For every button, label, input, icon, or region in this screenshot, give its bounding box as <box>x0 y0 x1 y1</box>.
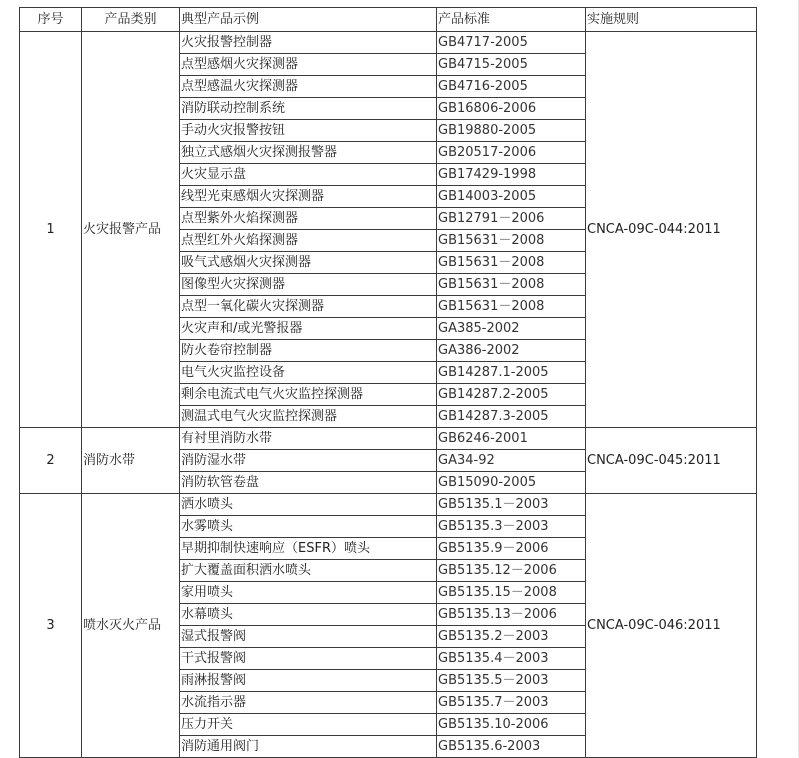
product-standard-cell: GB4717-2005 <box>437 32 586 54</box>
product-name-cell: 家用喷头 <box>180 582 437 604</box>
product-standard-cell: GA34-92 <box>437 450 586 472</box>
product-standard-cell: GB5135.15－2008 <box>437 582 586 604</box>
product-name-cell: 防火卷帘控制器 <box>180 340 437 362</box>
product-standard-cell: GB4715-2005 <box>437 54 586 76</box>
group-index-cell: 3 <box>20 494 82 758</box>
product-name-cell: 剩余电流式电气火灾监控探测器 <box>180 384 437 406</box>
product-standard-cell: GB6246-2001 <box>437 428 586 450</box>
product-name-cell: 测温式电气火灾监控探测器 <box>180 406 437 428</box>
product-standard-cell: GB5135.5－2003 <box>437 670 586 692</box>
table-row <box>20 428 757 450</box>
product-name-cell: 压力开关 <box>180 714 437 736</box>
product-standard-cell: GB5135.13－2006 <box>437 604 586 626</box>
header-index: 序号 <box>20 8 82 32</box>
group-category-cell: 喷水灭火产品 <box>82 494 180 758</box>
product-name-cell: 扩大覆盖面积洒水喷头 <box>180 560 437 582</box>
certification-table-container <box>19 7 757 758</box>
product-standard-cell: GB5135.6-2003 <box>437 736 586 758</box>
product-name-cell: 火灾显示盘 <box>180 164 437 186</box>
product-standard-cell: GB14287.1-2005 <box>437 362 586 384</box>
product-name-cell: 电气火灾监控设备 <box>180 362 437 384</box>
product-name-cell: 点型一氧化碳火灾探测器 <box>180 296 437 318</box>
product-standard-cell: GB5135.10-2006 <box>437 714 586 736</box>
product-standard-cell: GB20517-2006 <box>437 142 586 164</box>
product-standard-cell: GB5135.1－2003 <box>437 494 586 516</box>
product-standard-cell: GB16806-2006 <box>437 98 586 120</box>
product-name-cell: 火灾声和/或光警报器 <box>180 318 437 340</box>
header-standard: 产品标准 <box>437 8 586 32</box>
header-examples: 典型产品示例 <box>180 8 437 32</box>
product-name-cell: 水流指示器 <box>180 692 437 714</box>
product-standard-cell: GB12791－2006 <box>437 208 586 230</box>
product-name-cell: 干式报警阀 <box>180 648 437 670</box>
product-name-cell: 水雾喷头 <box>180 516 437 538</box>
group-category-cell: 消防水带 <box>82 428 180 494</box>
product-name-cell: 洒水喷头 <box>180 494 437 516</box>
group-rule-cell: CNCA-09C-044:2011 <box>586 32 757 428</box>
product-standard-cell: GB5135.7－2003 <box>437 692 586 714</box>
header-row <box>20 8 757 32</box>
product-standard-cell: GB14287.3-2005 <box>437 406 586 428</box>
product-name-cell: 独立式感烟火灾探测报警器 <box>180 142 437 164</box>
product-standard-cell: GA386-2002 <box>437 340 586 362</box>
product-name-cell: 有衬里消防水带 <box>180 428 437 450</box>
product-standard-cell: GB14287.2-2005 <box>437 384 586 406</box>
table-header <box>20 8 757 32</box>
group-index-cell: 1 <box>20 32 82 428</box>
product-standard-cell: GB15631－2008 <box>437 296 586 318</box>
product-standard-cell: GB5135.12－2006 <box>437 560 586 582</box>
table-body <box>20 32 757 758</box>
product-name-cell: 消防湿水带 <box>180 450 437 472</box>
product-name-cell: 线型光束感烟火灾探测器 <box>180 186 437 208</box>
group-index-cell: 2 <box>20 428 82 494</box>
product-name-cell: 早期抑制快速响应（ESFR）喷头 <box>180 538 437 560</box>
product-standard-cell: GB5135.9－2006 <box>437 538 586 560</box>
group-category-cell: 火灾报警产品 <box>82 32 180 428</box>
product-name-cell: 图像型火灾探测器 <box>180 274 437 296</box>
product-name-cell: 水幕喷头 <box>180 604 437 626</box>
product-name-cell: 雨淋报警阀 <box>180 670 437 692</box>
product-standard-cell: GB15090-2005 <box>437 472 586 494</box>
product-name-cell: 消防软管卷盘 <box>180 472 437 494</box>
product-standard-cell: GB5135.3－2003 <box>437 516 586 538</box>
product-name-cell: 点型感烟火灾探测器 <box>180 54 437 76</box>
product-standard-cell: GB15631－2008 <box>437 252 586 274</box>
table-row <box>20 494 757 516</box>
product-name-cell: 手动火灾报警按钮 <box>180 120 437 142</box>
header-category: 产品类别 <box>82 8 180 32</box>
product-standard-cell: GA385-2002 <box>437 318 586 340</box>
table-row <box>20 32 757 54</box>
product-standard-cell: GB5135.2－2003 <box>437 626 586 648</box>
product-standard-cell: GB14003-2005 <box>437 186 586 208</box>
product-name-cell: 湿式报警阀 <box>180 626 437 648</box>
product-standard-cell: GB15631－2008 <box>437 274 586 296</box>
group-rule-cell: CNCA-09C-046:2011 <box>586 494 757 758</box>
product-standard-cell: GB15631－2008 <box>437 230 586 252</box>
product-standard-cell: GB5135.4－2003 <box>437 648 586 670</box>
product-name-cell: 吸气式感烟火灾探测器 <box>180 252 437 274</box>
product-standard-cell: GB4716-2005 <box>437 76 586 98</box>
certification-table <box>19 7 757 758</box>
product-name-cell: 消防联动控制系统 <box>180 98 437 120</box>
product-name-cell: 点型红外火焰探测器 <box>180 230 437 252</box>
product-name-cell: 火灾报警控制器 <box>180 32 437 54</box>
product-standard-cell: GB17429-1998 <box>437 164 586 186</box>
header-rule: 实施规则 <box>586 8 757 32</box>
product-name-cell: 点型感温火灾探测器 <box>180 76 437 98</box>
product-name-cell: 点型紫外火焰探测器 <box>180 208 437 230</box>
group-rule-cell: CNCA-09C-045:2011 <box>586 428 757 494</box>
product-standard-cell: GB19880-2005 <box>437 120 586 142</box>
product-name-cell: 消防通用阀门 <box>180 736 437 758</box>
